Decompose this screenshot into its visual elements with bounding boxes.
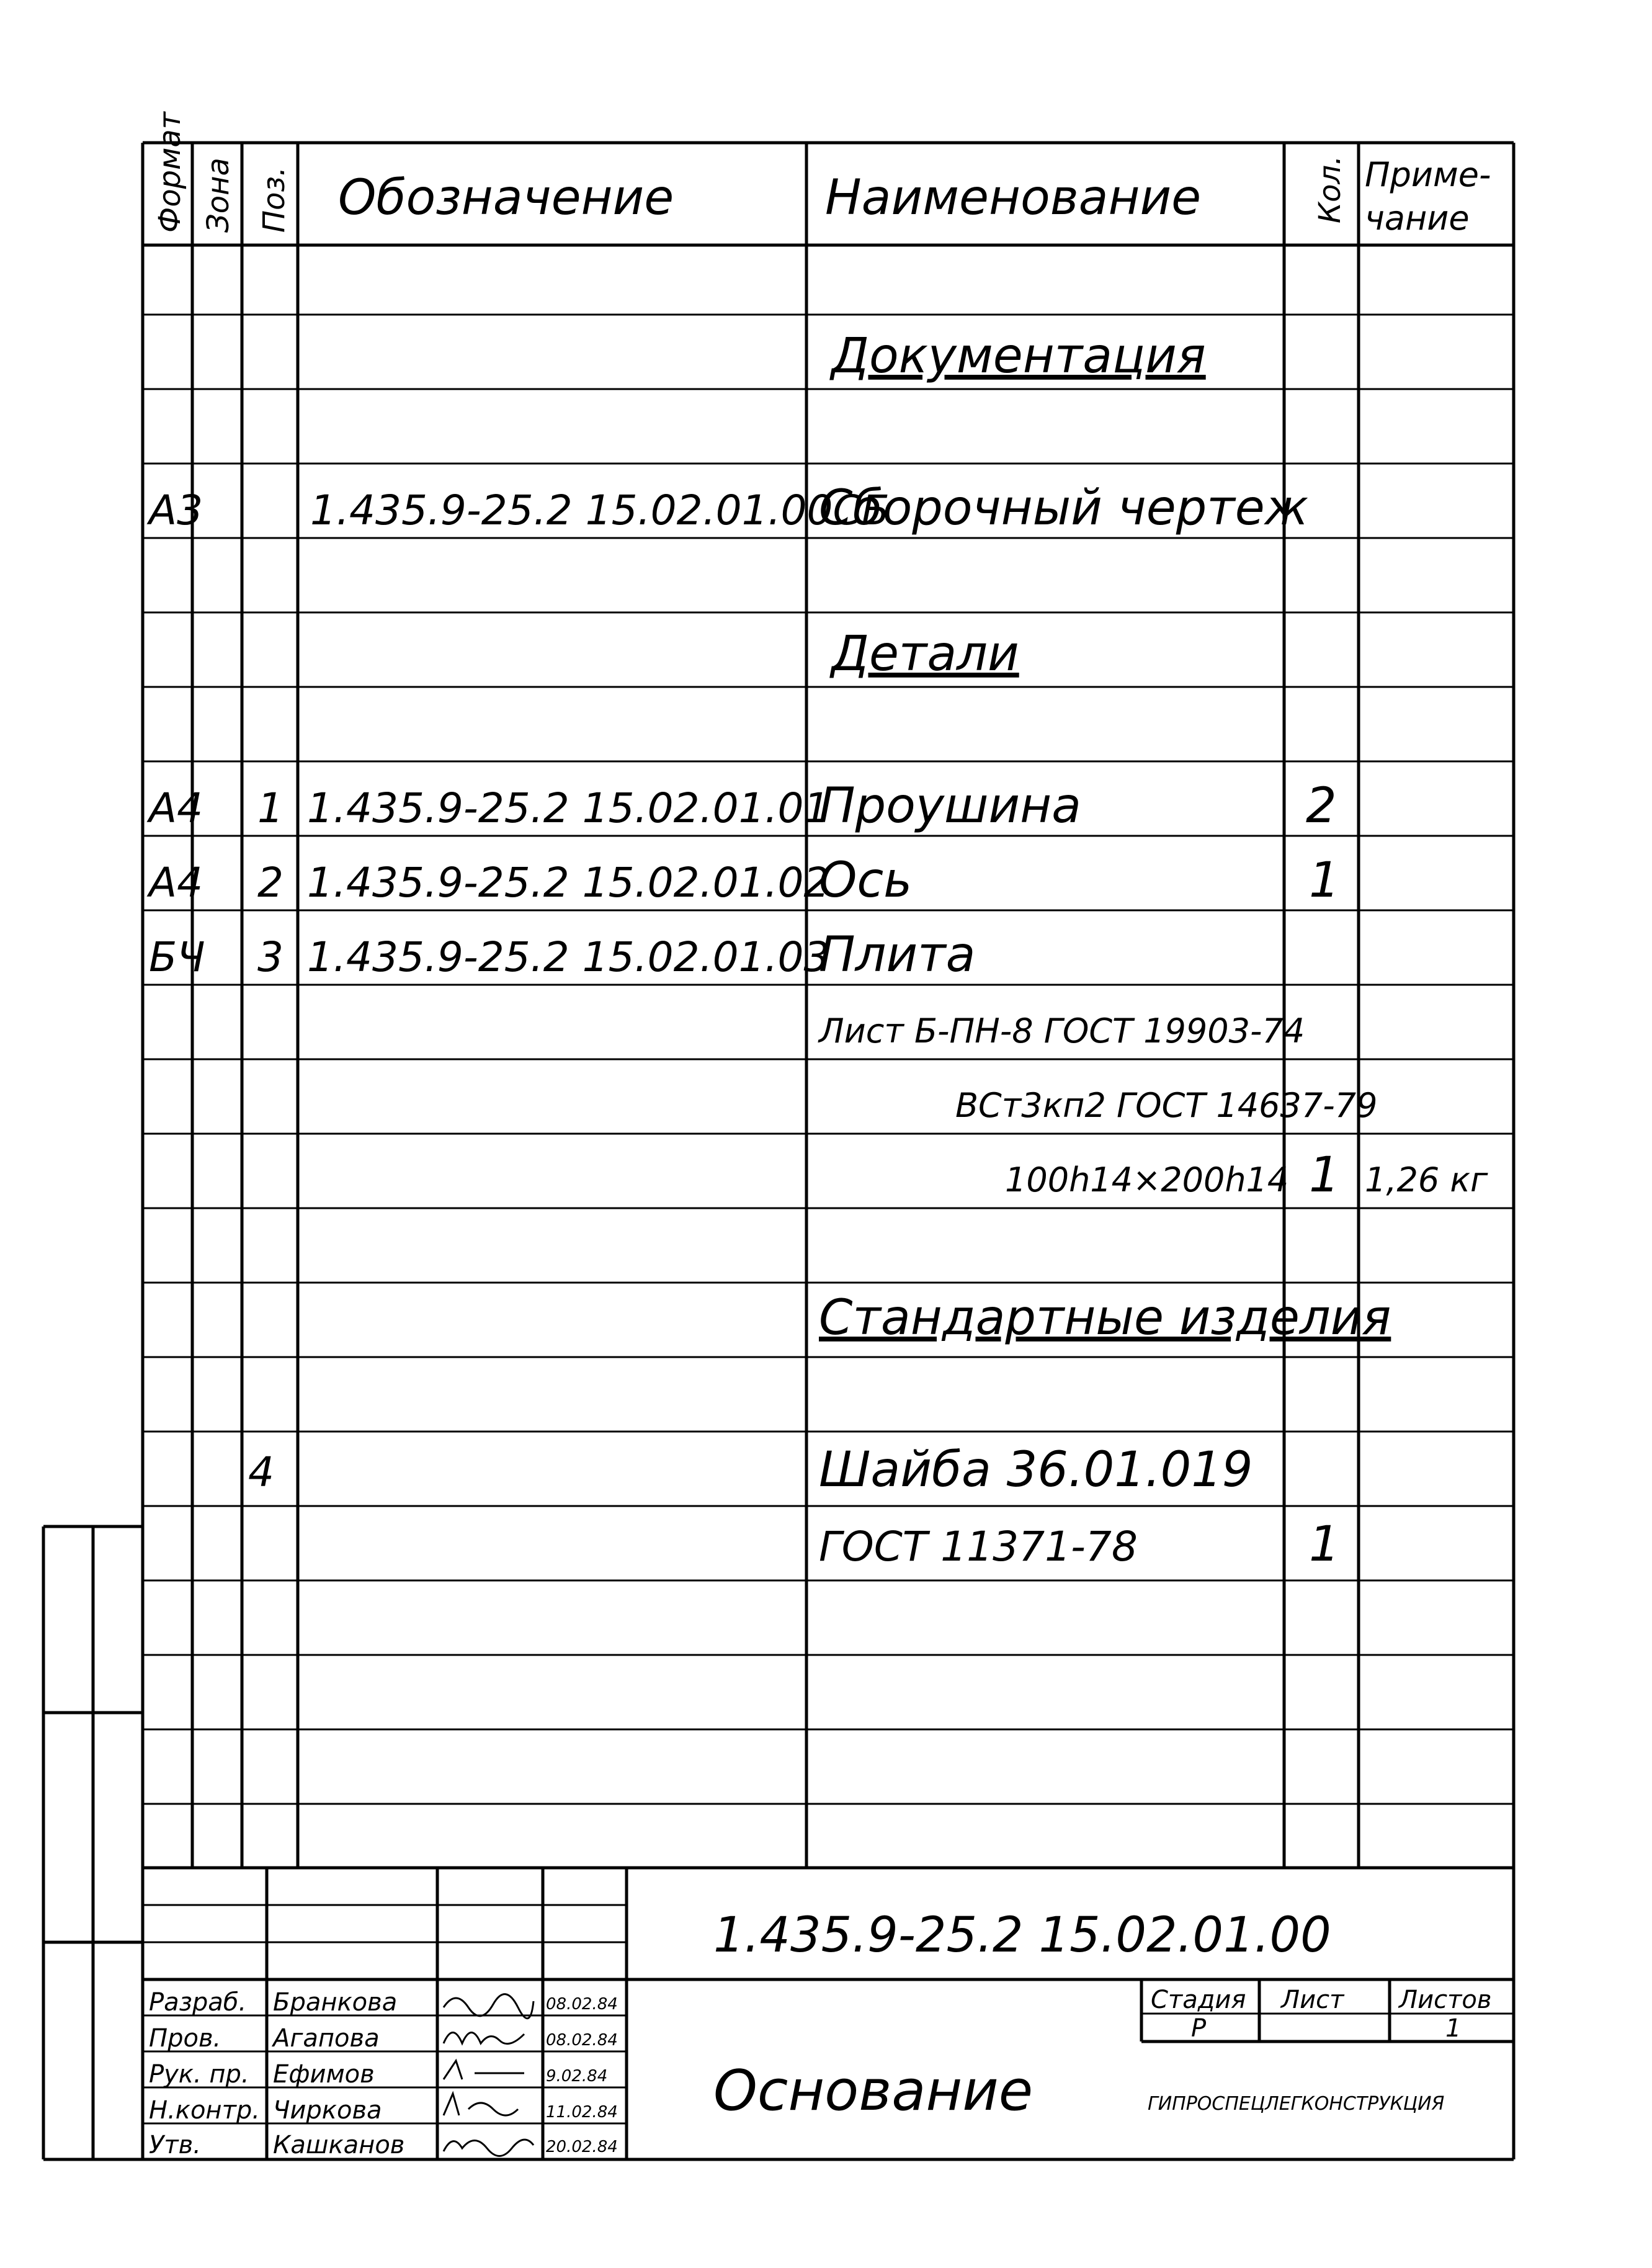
- sheets-label: Листов: [1399, 1986, 1492, 2014]
- row-1-position: 1: [257, 784, 284, 832]
- row-3-dimensions: 100h14×200h14: [1005, 1160, 1289, 1199]
- sheets-value: 1: [1445, 2014, 1462, 2043]
- signer-role: Рук. пр.: [149, 2060, 249, 2089]
- organization-name: ГИПРОСПЕЦЛЕГКОНСТРУКЦИЯ: [1148, 2093, 1445, 2115]
- signer-name: Бранкова: [273, 1988, 398, 2017]
- table-grid: [43, 143, 1514, 2159]
- row-1-quantity: 2: [1306, 778, 1337, 834]
- row-4-gost: ГОСТ 11371-78: [819, 1523, 1138, 1571]
- signatures: [444, 1994, 534, 2156]
- signers-list: [149, 1988, 618, 2159]
- section-documentation: Документация: [831, 328, 1206, 384]
- row-3-position: 3: [257, 933, 284, 981]
- row-1-designation: 1.435.9-25.2 15.02.01.01: [307, 784, 830, 832]
- signature: [444, 2061, 524, 2079]
- signer-role: Разраб.: [149, 1988, 247, 2017]
- signer-role: Пров.: [149, 2024, 221, 2053]
- row-2-designation: 1.435.9-25.2 15.02.01.02: [307, 859, 830, 907]
- signer-name: Чиркова: [273, 2096, 382, 2125]
- document-title: Основание: [713, 2058, 1034, 2123]
- signature: [444, 2033, 524, 2044]
- row-4-quantity: 1: [1309, 1517, 1340, 1572]
- section-standard-parts: Стандартные изделия: [819, 1290, 1391, 1346]
- row-4-name: Шайба 36.01.019: [819, 1442, 1253, 1498]
- document-number: 1.435.9-25.2 15.02.01.00: [713, 1907, 1331, 1963]
- signer-date: 11.02.84: [546, 2103, 618, 2122]
- header-position: Поз.: [257, 166, 292, 233]
- header-note-line2: чание: [1365, 199, 1470, 238]
- row-1-format: А4: [149, 784, 203, 832]
- row-3-designation: 1.435.9-25.2 15.02.01.03: [307, 933, 830, 981]
- row-1-name: Проушина: [819, 778, 1081, 834]
- header-quantity: Кол.: [1313, 155, 1347, 223]
- row-3-material-sheet: Лист Б-ПН-8 ГОСТ 19903-74: [819, 1011, 1305, 1051]
- row-assembly-name: Сборочный чертеж: [819, 480, 1308, 536]
- row-3-quantity: 1: [1309, 1147, 1340, 1203]
- signer-date: 08.02.84: [546, 2031, 618, 2050]
- row-3-note-mass: 1,26 кг: [1365, 1160, 1488, 1199]
- header-name: Наименование: [825, 170, 1202, 226]
- row-4-position: 4: [248, 1448, 274, 1496]
- section-details: Детали: [831, 626, 1019, 682]
- signature: [444, 2094, 518, 2115]
- row-assembly-format: А3: [149, 486, 203, 534]
- header-zone: Зона: [201, 158, 236, 233]
- header-format: Формат: [153, 112, 187, 233]
- header-designation: Обозначение: [338, 170, 674, 226]
- signer-date: 9.02.84: [546, 2067, 608, 2086]
- row-2-quantity: 1: [1309, 853, 1340, 908]
- stage-label: Стадия: [1151, 1986, 1246, 2014]
- sheet-label: Лист: [1281, 1986, 1344, 2014]
- signer-date: 20.02.84: [546, 2138, 618, 2156]
- row-3-material-steel: ВСт3кп2 ГОСТ 14637-79: [955, 1086, 1378, 1125]
- binding-strip: [43, 1526, 143, 2159]
- row-3-name: Плита: [819, 927, 976, 983]
- signer-date: 08.02.84: [546, 1995, 618, 2014]
- row-2-format: А4: [149, 859, 203, 907]
- row-2-position: 2: [257, 859, 284, 907]
- signer-role: Н.контр.: [149, 2096, 260, 2125]
- row-3-format: БЧ: [149, 933, 205, 981]
- signature: [444, 2140, 534, 2156]
- signer-role: Утв.: [149, 2131, 201, 2159]
- stage-value: Р: [1191, 2014, 1207, 2043]
- signer-name: Агапова: [273, 2024, 380, 2053]
- signer-name: Кашканов: [273, 2131, 405, 2159]
- row-assembly-designation: 1.435.9-25.2 15.02.01.00СБ: [310, 486, 890, 534]
- signer-name: Ефимов: [273, 2060, 375, 2089]
- header-note-line1: Приме-: [1365, 155, 1491, 194]
- row-2-name: Ось: [819, 853, 913, 908]
